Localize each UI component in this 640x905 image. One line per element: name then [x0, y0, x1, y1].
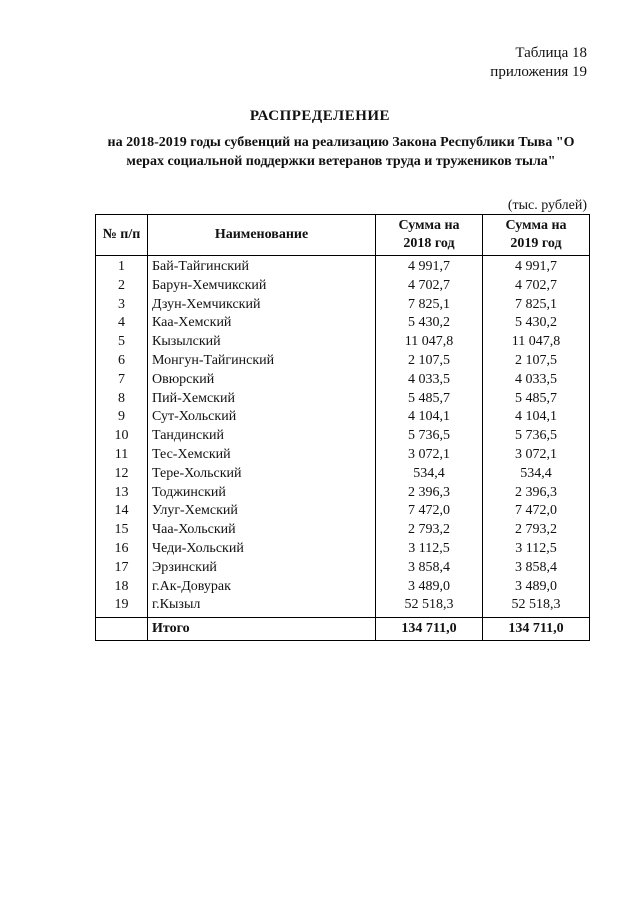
- row-district-name: Монгун-Тайгинский: [148, 352, 376, 371]
- table-row: [96, 596, 590, 617]
- row-district-name: г.Ак-Довурак: [148, 578, 376, 597]
- row-number: 16: [96, 540, 148, 559]
- row-district-name: Тандинский: [148, 427, 376, 446]
- table-header-row: [96, 215, 590, 256]
- row-sum-2018: 11 047,8: [376, 333, 483, 352]
- row-number: 1: [96, 256, 148, 277]
- table-row: [96, 390, 590, 409]
- row-district-name: Дзун-Хемчикский: [148, 296, 376, 315]
- table-row: [96, 256, 590, 277]
- row-sum-2018: 4 991,7: [376, 256, 483, 277]
- total-row: [96, 618, 590, 641]
- row-sum-2019: 3 112,5: [483, 540, 590, 559]
- row-sum-2018: 5 485,7: [376, 390, 483, 409]
- row-sum-2018: 4 702,7: [376, 277, 483, 296]
- row-district-name: Каа-Хемский: [148, 314, 376, 333]
- row-sum-2019: 2 793,2: [483, 521, 590, 540]
- row-number: 10: [96, 427, 148, 446]
- row-sum-2018: 2 107,5: [376, 352, 483, 371]
- table-row: [96, 502, 590, 521]
- row-sum-2019: 534,4: [483, 465, 590, 484]
- row-number: 14: [96, 502, 148, 521]
- row-sum-2018: 5 736,5: [376, 427, 483, 446]
- document-title: РАСПРЕДЕЛЕНИЕ: [249, 108, 391, 124]
- total-label: Итого: [148, 618, 376, 641]
- table-row: [96, 446, 590, 465]
- table-row: [96, 540, 590, 559]
- row-sum-2019: 3 489,0: [483, 578, 590, 597]
- row-number: 9: [96, 408, 148, 427]
- row-sum-2018: 7 472,0: [376, 502, 483, 521]
- row-sum-2019: 5 485,7: [483, 390, 590, 409]
- header-sum-2018-line1: Сумма на: [398, 218, 460, 233]
- row-district-name: Овюрский: [148, 371, 376, 390]
- row-number: 6: [96, 352, 148, 371]
- row-sum-2018: 2 396,3: [376, 484, 483, 503]
- row-district-name: г.Кызыл: [148, 596, 376, 617]
- table-row: [96, 427, 590, 446]
- subtitle-line-2: мерах социальной поддержки ветеранов труда и тружеников тыла": [126, 154, 556, 169]
- table-row: [96, 277, 590, 296]
- table-row: [96, 333, 590, 352]
- row-number: 2: [96, 277, 148, 296]
- row-sum-2019: 5 736,5: [483, 427, 590, 446]
- row-sum-2019: 3 858,4: [483, 559, 590, 578]
- total-2018: 134 711,0: [376, 618, 483, 641]
- table-row: [96, 521, 590, 540]
- row-sum-2018: 534,4: [376, 465, 483, 484]
- table-row: [96, 408, 590, 427]
- row-district-name: Кызылский: [148, 333, 376, 352]
- row-sum-2019: 4 104,1: [483, 408, 590, 427]
- row-sum-2018: 7 825,1: [376, 296, 483, 315]
- header-sum-2018-line2: 2018 год: [403, 236, 455, 251]
- row-sum-2018: 2 793,2: [376, 521, 483, 540]
- row-sum-2018: 4 104,1: [376, 408, 483, 427]
- row-number: 3: [96, 296, 148, 315]
- row-sum-2019: 2 396,3: [483, 484, 590, 503]
- row-district-name: Тес-Хемский: [148, 446, 376, 465]
- row-district-name: Чаа-Хольский: [148, 521, 376, 540]
- row-district-name: Пий-Хемский: [148, 390, 376, 409]
- row-district-name: Сут-Хольский: [148, 408, 376, 427]
- table-row: [96, 314, 590, 333]
- document-subtitle: [96, 133, 586, 171]
- header-sum-2019: [483, 215, 590, 256]
- row-sum-2019: 4 033,5: [483, 371, 590, 390]
- table-row: [96, 296, 590, 315]
- row-sum-2019: 7 472,0: [483, 502, 590, 521]
- subtitle-line-1: на 2018-2019 годы субвенций на реализацию Закона Республики Тыва "О: [107, 135, 575, 150]
- row-sum-2018: 4 033,5: [376, 371, 483, 390]
- row-number: 15: [96, 521, 148, 540]
- table-reference: [490, 44, 587, 82]
- row-district-name: Эрзинский: [148, 559, 376, 578]
- units-note: (тыс. рублей): [507, 198, 587, 213]
- row-number: 19: [96, 596, 148, 617]
- table-row: [96, 371, 590, 390]
- row-sum-2019: 5 430,2: [483, 314, 590, 333]
- row-sum-2018: 3 489,0: [376, 578, 483, 597]
- row-sum-2018: 3 072,1: [376, 446, 483, 465]
- row-number: 11: [96, 446, 148, 465]
- row-sum-2019: 52 518,3: [483, 596, 590, 617]
- table-body: [96, 256, 590, 618]
- table-row: [96, 484, 590, 503]
- row-sum-2019: 4 991,7: [483, 256, 590, 277]
- row-sum-2019: 2 107,5: [483, 352, 590, 371]
- row-number: 7: [96, 371, 148, 390]
- total-empty-cell: [96, 618, 148, 641]
- table-number: Таблица 18: [515, 45, 587, 61]
- table-row: [96, 352, 590, 371]
- header-sum-2018: [376, 215, 483, 256]
- row-number: 13: [96, 484, 148, 503]
- row-district-name: Тере-Хольский: [148, 465, 376, 484]
- header-number: № п/п: [96, 215, 148, 256]
- header-sum-2019-line2: 2019 год: [510, 236, 562, 251]
- row-district-name: Чеди-Хольский: [148, 540, 376, 559]
- row-sum-2019: 11 047,8: [483, 333, 590, 352]
- appendix-number: приложения 19: [490, 64, 587, 80]
- table-row: [96, 465, 590, 484]
- row-number: 8: [96, 390, 148, 409]
- row-sum-2018: 3 858,4: [376, 559, 483, 578]
- header-sum-2019-line1: Сумма на: [505, 218, 567, 233]
- row-district-name: Барун-Хемчикский: [148, 277, 376, 296]
- row-district-name: Бай-Тайгинский: [148, 256, 376, 277]
- table-row: [96, 559, 590, 578]
- row-sum-2019: 4 702,7: [483, 277, 590, 296]
- row-sum-2019: 7 825,1: [483, 296, 590, 315]
- row-district-name: Тоджинский: [148, 484, 376, 503]
- row-number: 4: [96, 314, 148, 333]
- row-sum-2018: 52 518,3: [376, 596, 483, 617]
- total-2019: 134 711,0: [483, 618, 590, 641]
- row-sum-2019: 3 072,1: [483, 446, 590, 465]
- row-sum-2018: 5 430,2: [376, 314, 483, 333]
- row-number: 12: [96, 465, 148, 484]
- row-sum-2018: 3 112,5: [376, 540, 483, 559]
- row-number: 17: [96, 559, 148, 578]
- distribution-table: [95, 214, 590, 641]
- header-name: Наименование: [148, 215, 376, 256]
- row-number: 18: [96, 578, 148, 597]
- row-district-name: Улуг-Хемский: [148, 502, 376, 521]
- row-number: 5: [96, 333, 148, 352]
- table-row: [96, 578, 590, 597]
